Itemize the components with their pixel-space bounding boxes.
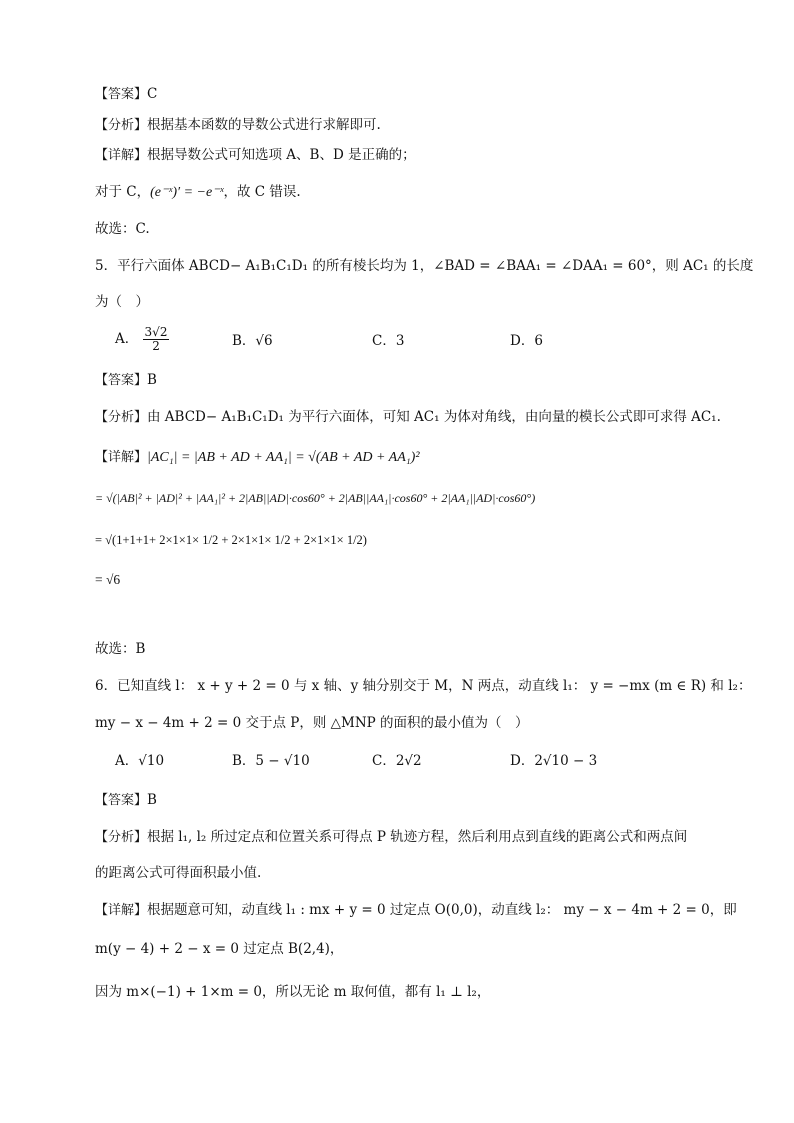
q5-detail-line-4: = √6 <box>95 572 121 587</box>
q4-detail2-post: ，故 C 错误. <box>223 184 301 200</box>
q4-analysis: 根据基本函数的导数公式进行求解即可. <box>147 117 381 133</box>
q4-answer-line <box>95 84 157 105</box>
q6-option-a: A．√10 <box>115 753 165 769</box>
q5-stem-a: 5．平行六面体 ABCD− A₁B₁C₁D₁ 的所有棱长均为 1，∠BAD = ∠BAA₁ = ∠DAA₁ = 60°，则 AC₁ 的长度 <box>95 258 754 274</box>
q6-detail-b: m(y − 4) + 2 − x = 0 过定点 B(2,4)， <box>95 941 344 957</box>
q4-detail2-pre: 对于 C， <box>95 184 151 200</box>
q4-analysis-line <box>95 115 381 136</box>
q5-option-a-denominator: 2 <box>152 339 160 353</box>
q6-detail-c: 因为 m×(−1) + 1×m = 0，所以无论 m 取何值，都有 l₁ ⊥ l₂， <box>95 984 491 1000</box>
detail-tag: 【详解】 <box>95 903 148 918</box>
q5-option-d: D．6 <box>510 333 543 349</box>
q6-analysis-a: 根据 l₁, l₂ 所过定点和位置关系可得点 P 轨迹方程，然后利用点到直线的距离公式和两点间 <box>147 829 688 845</box>
q6-answer-line <box>95 790 157 811</box>
q6-stem-b: my − x − 4m + 2 = 0 交于点 P，则 △MNP 的面积的最小值为（ ） <box>95 715 529 731</box>
q4-detail-line <box>95 145 416 166</box>
analysis-tag: 【分析】 <box>95 118 148 133</box>
q6-option-d: D．2√10 − 3 <box>510 753 598 769</box>
q4-answer: C <box>147 86 158 102</box>
q5-detail-line-2: = √(|AB|² + |AD|² + |AA₁|² + 2|AB||AD|·cos60° + 2|AB||AA₁|·cos60° + 2|AA₁||AD|·cos60°) <box>95 491 536 505</box>
q5-detail-line-3: = √(1+1+1+ 2×1×1× 1/2 + 2×1×1× 1/2 + 2×1×1× 1/2) <box>95 533 367 547</box>
analysis-tag: 【分析】 <box>95 830 148 845</box>
q5-analysis-line <box>95 407 721 428</box>
detail-tag: 【详解】 <box>95 450 148 465</box>
q6-detail-a: 根据题意可知，动直线 l₁ : mx + y = 0 过定点 O(0,0)，动直线 l₂： my − x − 4m + 2 = 0，即 <box>147 902 737 918</box>
q5-detail-formula-1: |AC₁| = |AB + AD + AA₁| = √(AB + AD + AA₁)² <box>147 450 420 465</box>
q5-option-a-numerator: 3√2 <box>144 325 168 339</box>
answer-tag: 【答案】 <box>95 373 148 388</box>
q5-stem-b: 为（ ） <box>95 294 149 310</box>
q5-answer: B <box>147 372 157 388</box>
q5-option-a-label: A． <box>115 331 139 347</box>
q5-option-c: C．3 <box>372 333 405 349</box>
q4-detail2-line <box>95 182 301 203</box>
q5-answer-line <box>95 370 157 391</box>
q4-detail2-formula: (e⁻ˣ)′ = −e⁻ˣ <box>150 185 224 200</box>
q6-option-c: C．2√2 <box>372 753 422 769</box>
answer-tag: 【答案】 <box>95 87 148 102</box>
q6-answer: B <box>147 792 157 808</box>
detail-tag: 【详解】 <box>95 148 148 163</box>
analysis-tag: 【分析】 <box>95 410 148 425</box>
q5-analysis: 由 ABCD− A₁B₁C₁D₁ 为平行六面体，可知 AC₁ 为体对角线，由向量的模长公式即可求得 AC₁. <box>147 409 721 425</box>
q5-option-b: B．√6 <box>232 333 273 349</box>
answer-tag: 【答案】 <box>95 793 148 808</box>
q6-analysis-b: 的距离公式可得面积最小值. <box>95 865 262 881</box>
q5-option-a-fraction <box>143 326 170 353</box>
q5-option-a <box>115 326 169 353</box>
q5-choice: 故选：B <box>95 641 146 657</box>
q6-stem-a: 6．已知直线 l： x + y + 2 = 0 与 x 轴、y 轴分别交于 M，N 两点，动直线 l₁： y = −mx (m ∈ R) 和 l₂： <box>95 678 752 694</box>
q6-option-b: B．5 − √10 <box>232 753 310 769</box>
q6-detail-line-1 <box>95 900 737 921</box>
q4-detail: 根据导数公式可知选项 A、B、D 是正确的； <box>147 147 416 163</box>
q5-detail-line-1 <box>95 447 420 468</box>
q6-analysis-line-1 <box>95 827 687 848</box>
q4-choice: 故选：C. <box>95 221 150 237</box>
